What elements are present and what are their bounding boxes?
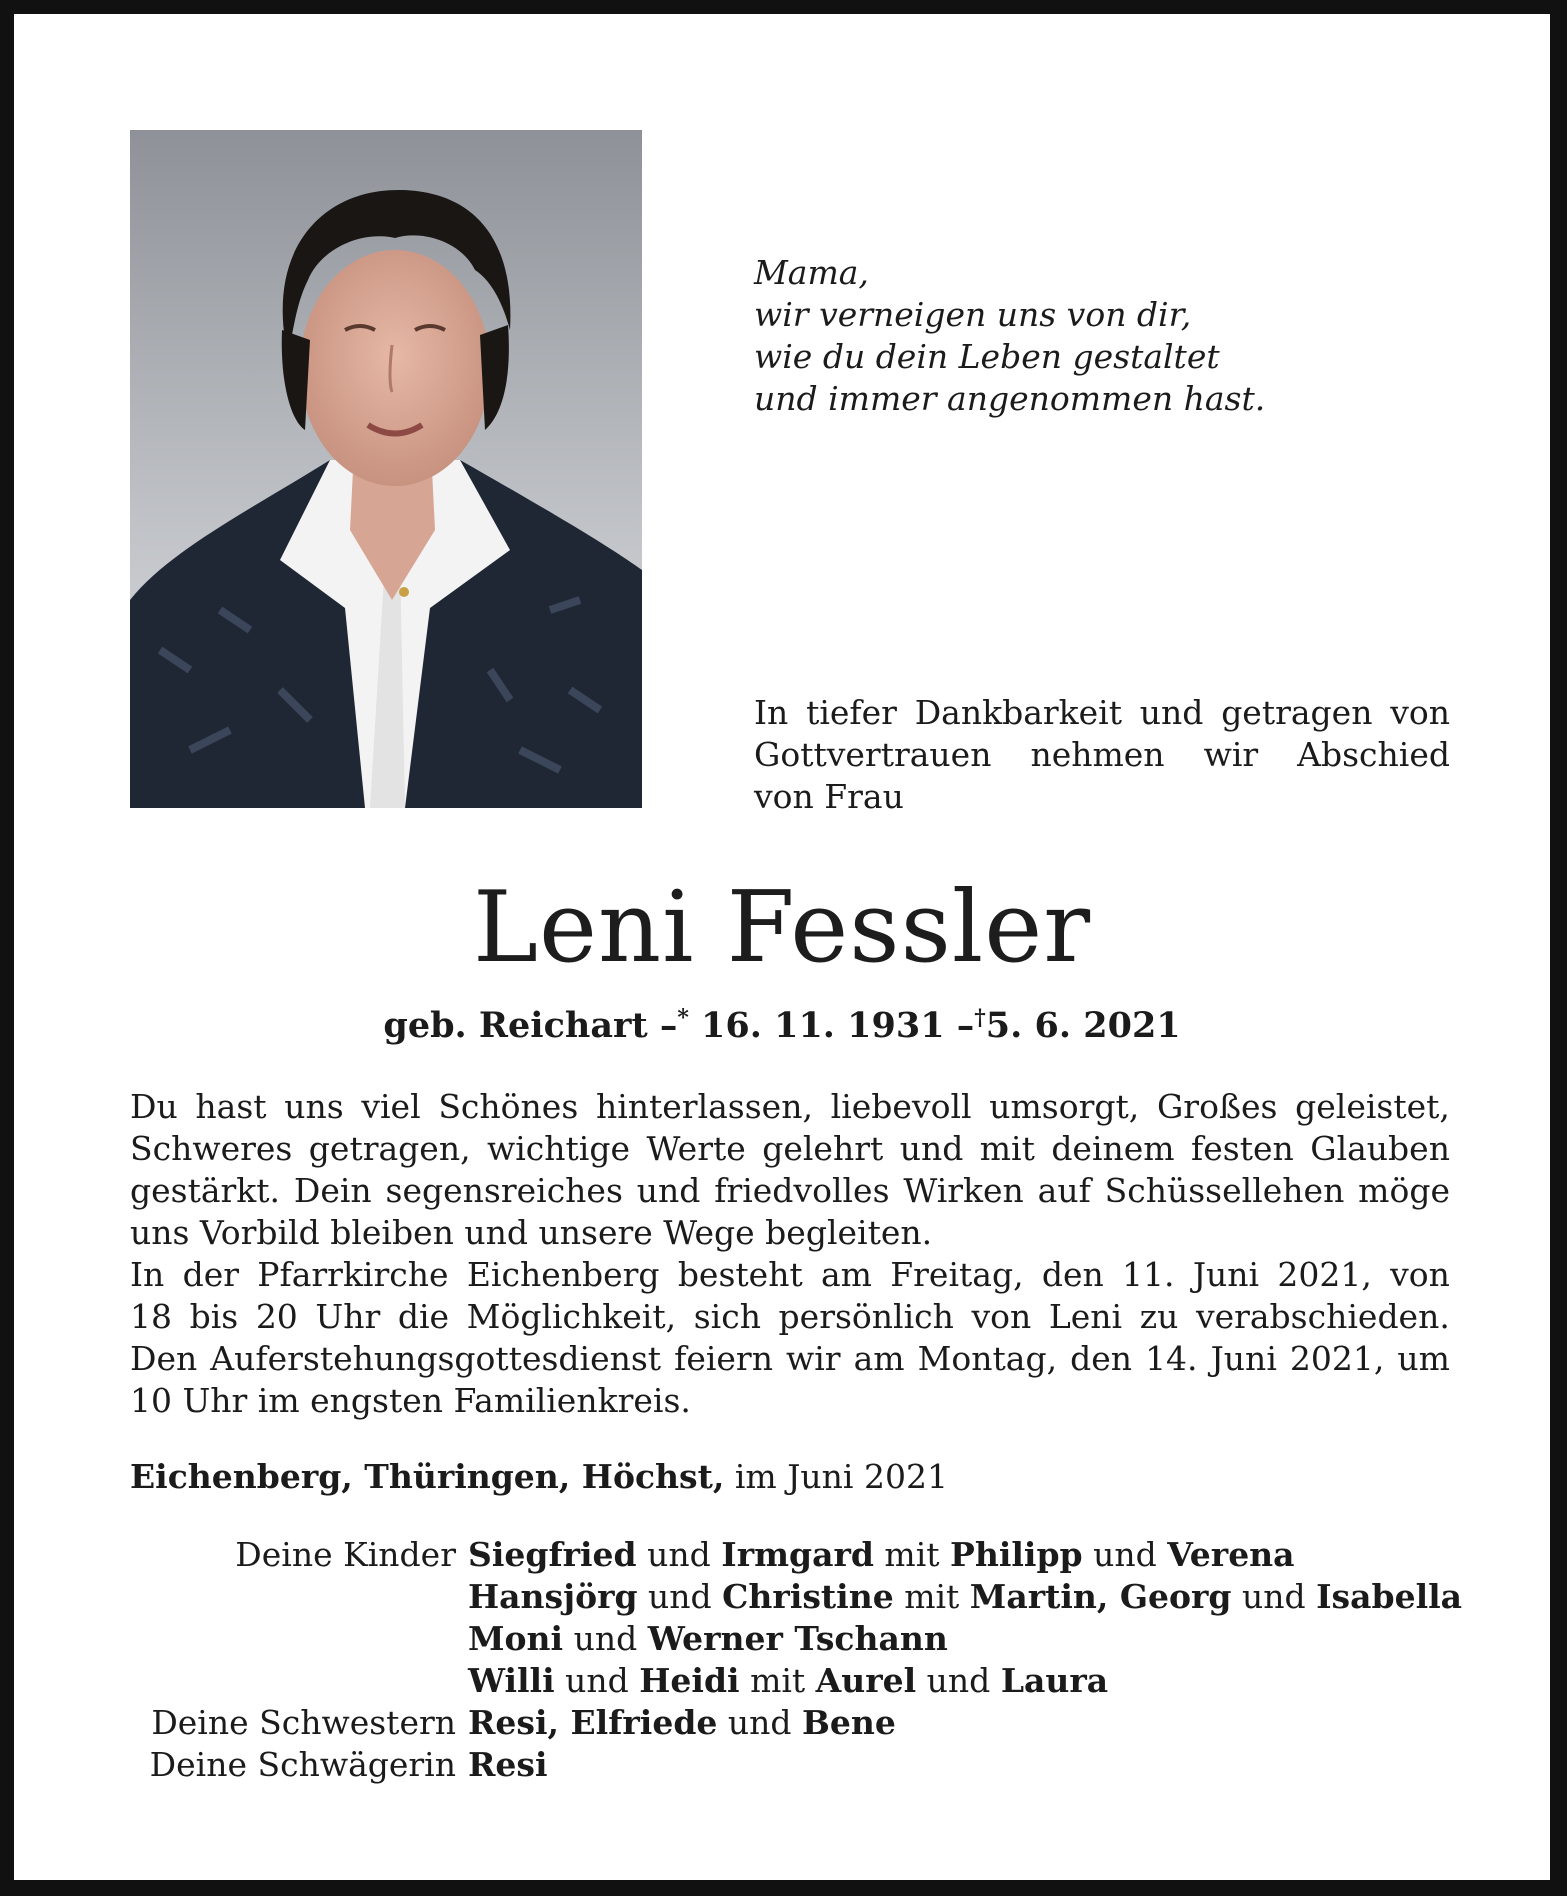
body-word: uns bbox=[284, 1087, 344, 1126]
body-text bbox=[130, 1086, 1450, 1422]
body-word: getragen, bbox=[308, 1129, 471, 1168]
family-member-name: Laura bbox=[1000, 1661, 1109, 1700]
family-member-name: Verena bbox=[1167, 1535, 1295, 1574]
body-word: Juni bbox=[1210, 1339, 1277, 1378]
family-label bbox=[130, 1576, 468, 1618]
body-word: gestärkt. bbox=[130, 1171, 281, 1210]
family-row bbox=[130, 1660, 1462, 1702]
family-connector: und bbox=[1082, 1535, 1168, 1574]
intro-line bbox=[754, 776, 1450, 818]
body-line: 10 Uhr im engsten Familienkreis. bbox=[130, 1381, 691, 1420]
family-member-name: Philipp bbox=[950, 1535, 1083, 1574]
body-word: feiern bbox=[674, 1339, 773, 1378]
family-names bbox=[468, 1702, 896, 1744]
body-word: Den bbox=[130, 1339, 198, 1378]
family-member-name: Siegfried bbox=[468, 1535, 637, 1574]
deceased-name: Leni Fessler bbox=[472, 871, 1092, 985]
poem-line: wir verneigen uns von dir, bbox=[754, 295, 1192, 334]
birth-date: 16. 11. 1931 bbox=[701, 1005, 945, 1046]
body-word: den bbox=[1070, 1339, 1133, 1378]
body-line bbox=[130, 1338, 1450, 1380]
place-date: im Juni 2021 bbox=[734, 1457, 948, 1496]
family-member-name: Bene bbox=[802, 1703, 896, 1742]
family-connector: und bbox=[717, 1703, 803, 1742]
life-dates bbox=[14, 996, 1550, 1048]
body-word: Montag, bbox=[917, 1339, 1058, 1378]
portrait-photo bbox=[130, 130, 642, 808]
body-word: auf bbox=[1037, 1171, 1091, 1210]
intro-word: Abschied bbox=[1297, 735, 1450, 774]
body-word: bis bbox=[189, 1297, 239, 1336]
born-icon: * bbox=[677, 1005, 689, 1031]
poem-line: wie du dein Leben gestaltet bbox=[754, 337, 1220, 376]
family-names bbox=[468, 1534, 1295, 1576]
family-member-name: Werner Tschann bbox=[647, 1619, 948, 1658]
family-connector: und bbox=[637, 1577, 723, 1616]
family-member-name: Hansjörg bbox=[468, 1577, 638, 1616]
body-word: Juni bbox=[1192, 1255, 1260, 1294]
body-word: 2021, bbox=[1289, 1339, 1385, 1378]
family-member-name: Willi bbox=[468, 1661, 555, 1700]
place-towns: Eichenberg, Thüringen, Höchst, bbox=[130, 1457, 725, 1496]
family-label bbox=[130, 1618, 468, 1660]
body-word: Schüssellehen bbox=[1104, 1171, 1345, 1210]
body-word: Werte bbox=[646, 1129, 746, 1168]
body-word: und bbox=[899, 1129, 964, 1168]
body-word: hast bbox=[195, 1087, 267, 1126]
intro-word: von Frau bbox=[754, 777, 904, 816]
body-word: die bbox=[397, 1297, 450, 1336]
body-word: verabschieden. bbox=[1195, 1297, 1450, 1336]
family-member-name: Resi bbox=[468, 1745, 548, 1784]
family-member-name: Irmgard bbox=[721, 1535, 874, 1574]
body-word: möge bbox=[1358, 1171, 1450, 1210]
body-word: Auferstehungsgottesdienst bbox=[210, 1339, 662, 1378]
family-member-name: Christine bbox=[722, 1577, 894, 1616]
family-row bbox=[130, 1576, 1462, 1618]
family-member-name: Isabella bbox=[1316, 1577, 1463, 1616]
family-label: Deine Schwägerin bbox=[149, 1745, 456, 1784]
family-names bbox=[468, 1618, 948, 1660]
body-line bbox=[130, 1170, 1450, 1212]
body-line bbox=[130, 1254, 1450, 1296]
body-word: zu bbox=[1139, 1297, 1179, 1336]
family-connector: mit bbox=[739, 1661, 816, 1700]
body-line bbox=[130, 1296, 1450, 1338]
intro-word: Dankbarkeit bbox=[914, 693, 1123, 732]
body-line bbox=[130, 1128, 1450, 1170]
body-word: geleistet, bbox=[1295, 1087, 1450, 1126]
body-word: am bbox=[853, 1339, 905, 1378]
family-list bbox=[130, 1534, 1462, 1786]
place-and-date bbox=[130, 1456, 948, 1498]
body-word: segensreiches bbox=[385, 1171, 623, 1210]
body-word: den bbox=[1041, 1255, 1104, 1294]
body-word: 11. bbox=[1122, 1255, 1175, 1294]
body-word: 2021, bbox=[1277, 1255, 1372, 1294]
body-word: Glauben bbox=[1310, 1129, 1450, 1168]
body-word: sich bbox=[693, 1297, 761, 1336]
body-word: 14. bbox=[1145, 1339, 1198, 1378]
family-names bbox=[468, 1576, 1462, 1618]
family-label: Deine Kinder bbox=[235, 1535, 456, 1574]
family-member-name: Heidi bbox=[639, 1661, 740, 1700]
intro-word: In bbox=[754, 693, 789, 732]
family-connector: und bbox=[916, 1661, 1001, 1700]
body-word: Du bbox=[130, 1087, 178, 1126]
body-word: Leni bbox=[1048, 1297, 1123, 1336]
body-word: Dein bbox=[293, 1171, 372, 1210]
family-names bbox=[468, 1660, 1108, 1702]
family-row bbox=[130, 1534, 1462, 1576]
death-date: 5. 6. 2021 bbox=[985, 1005, 1181, 1046]
body-word: persönlich bbox=[778, 1297, 954, 1336]
family-row bbox=[130, 1618, 1462, 1660]
body-word: wir bbox=[786, 1339, 841, 1378]
body-word: 20 bbox=[255, 1297, 298, 1336]
family-member-name: Aurel bbox=[815, 1661, 917, 1700]
body-word: Großes bbox=[1156, 1087, 1278, 1126]
body-word: um bbox=[1397, 1339, 1450, 1378]
body-word: am bbox=[821, 1255, 872, 1294]
body-word: 18 bbox=[130, 1297, 172, 1336]
family-connector: mit bbox=[893, 1577, 970, 1616]
intro-word: getragen bbox=[1221, 693, 1373, 732]
body-word: gelehrt bbox=[762, 1129, 884, 1168]
family-row bbox=[130, 1702, 1462, 1744]
family-label bbox=[130, 1660, 468, 1702]
body-word: liebevoll bbox=[830, 1087, 972, 1126]
body-word: Wirken bbox=[903, 1171, 1024, 1210]
body-word: Freitag, bbox=[890, 1255, 1024, 1294]
intro-word: und bbox=[1139, 693, 1204, 732]
intro-word: nehmen bbox=[1030, 735, 1165, 774]
family-connector: mit bbox=[873, 1535, 951, 1574]
body-line bbox=[130, 1086, 1450, 1128]
poem bbox=[754, 252, 1265, 420]
family-member-name: Martin, Georg bbox=[969, 1577, 1232, 1616]
separator: – bbox=[956, 1005, 975, 1046]
intro-line bbox=[754, 734, 1450, 776]
cross-icon: † bbox=[974, 1005, 986, 1031]
intro-word: Gottvertrauen bbox=[754, 735, 992, 774]
intro-word: wir bbox=[1203, 735, 1259, 774]
family-connector: und bbox=[1231, 1577, 1317, 1616]
intro-text bbox=[754, 692, 1450, 818]
birth-name: geb. Reichart bbox=[383, 1005, 648, 1046]
intro-word: tiefer bbox=[806, 693, 897, 732]
intro-word: von bbox=[1390, 693, 1450, 732]
poem-line: und immer angenommen hast. bbox=[754, 379, 1266, 418]
poem-line: Mama, bbox=[754, 253, 869, 292]
family-label: Deine Schwestern bbox=[151, 1703, 456, 1742]
body-word: Uhr bbox=[315, 1297, 381, 1336]
body-word: umsorgt, bbox=[989, 1087, 1140, 1126]
intro-line bbox=[754, 692, 1450, 734]
body-word: der bbox=[182, 1255, 240, 1294]
body-word: Schweres bbox=[130, 1129, 293, 1168]
body-word: viel bbox=[361, 1087, 421, 1126]
body-word: Möglichkeit, bbox=[466, 1297, 677, 1336]
body-word: und bbox=[636, 1171, 701, 1210]
family-connector: und bbox=[554, 1661, 640, 1700]
body-word: Schönes bbox=[438, 1087, 579, 1126]
separator: – bbox=[659, 1005, 678, 1046]
family-member-name: Moni bbox=[468, 1619, 564, 1658]
body-line: uns Vorbild bleiben und unsere Wege begleiten. bbox=[130, 1213, 933, 1252]
family-names bbox=[468, 1744, 548, 1786]
body-word: Eichenberg bbox=[466, 1255, 660, 1294]
body-word: deinem bbox=[1051, 1129, 1175, 1168]
body-word: festen bbox=[1191, 1129, 1294, 1168]
family-connector: und bbox=[636, 1535, 722, 1574]
body-word: hinterlassen, bbox=[595, 1087, 813, 1126]
body-word: von bbox=[971, 1297, 1032, 1336]
family-member-name: Resi, Elfriede bbox=[468, 1703, 718, 1742]
family-row bbox=[130, 1744, 1462, 1786]
portrait-illustration bbox=[130, 130, 642, 808]
obituary-page bbox=[14, 14, 1550, 1880]
body-word: friedvolles bbox=[714, 1171, 890, 1210]
body-word: mit bbox=[979, 1129, 1035, 1168]
body-word: von bbox=[1390, 1255, 1450, 1294]
body-word: Pfarrkirche bbox=[257, 1255, 449, 1294]
body-word: besteht bbox=[677, 1255, 803, 1294]
body-word: In bbox=[130, 1255, 165, 1294]
family-connector: und bbox=[563, 1619, 648, 1658]
body-word: wichtige bbox=[487, 1129, 631, 1168]
